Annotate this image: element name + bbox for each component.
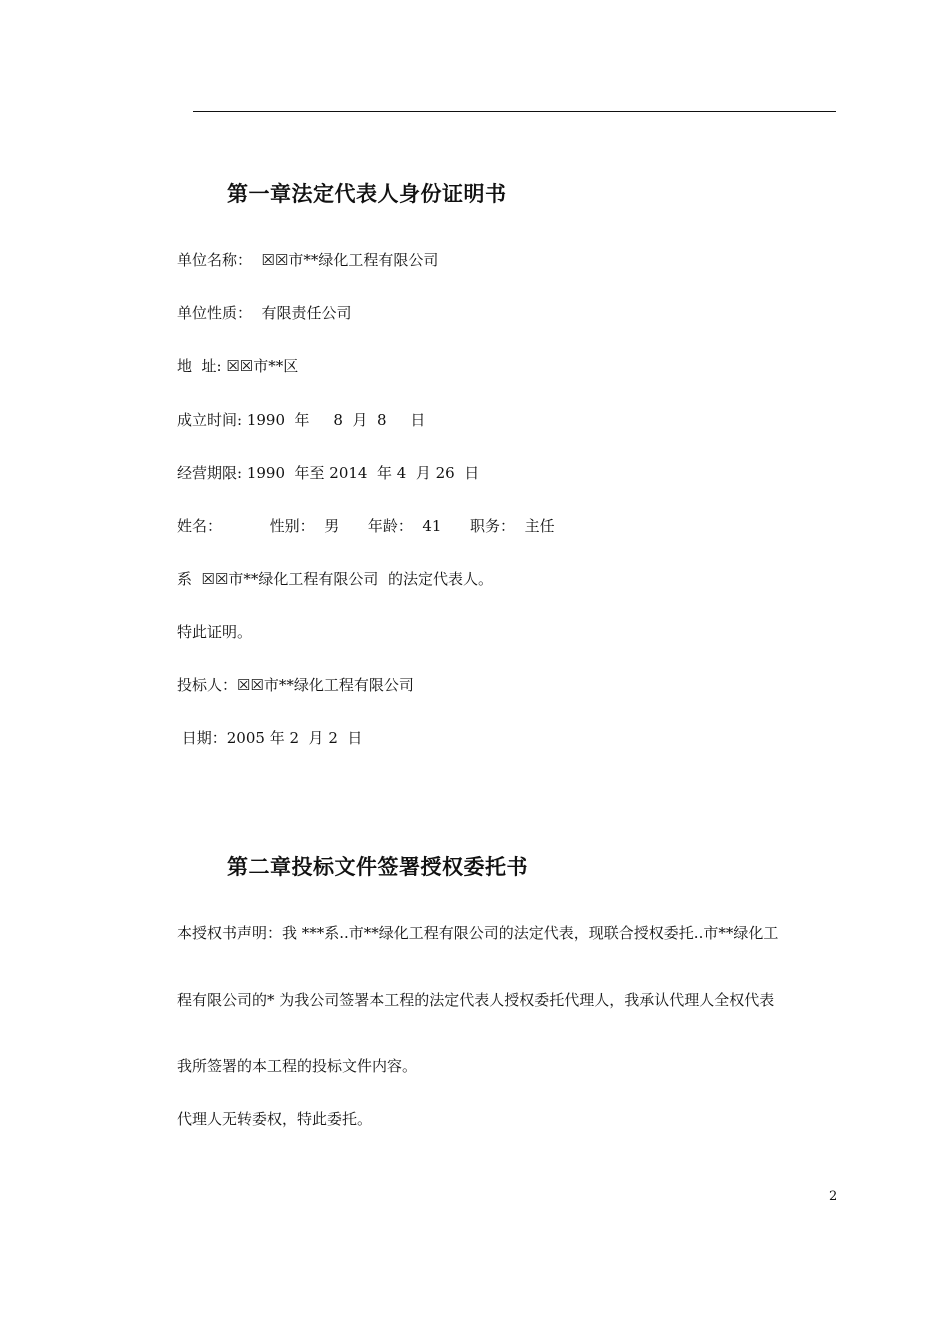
header-rule [193,111,836,112]
authorization-line-3: 我所签署的本工程的投标文件内容。 [177,1057,418,1075]
business-term-line: 经营期限: 1990 年至 2014 年 4 月 26 日 [177,464,480,482]
legal-rep-line: 系 ☒☒市**绿化工程有限公司 的法定代表人。 [177,570,493,588]
page-number: 2 [829,1189,838,1204]
chapter2-title: 第二章投标文件签署授权委托书 [227,855,528,879]
founded-line: 成立时间: 1990 年 8 月 8 日 [177,411,426,429]
chapter1-title: 第一章法定代表人身份证明书 [227,182,507,206]
authorization-line-1: 本授权书声明：我 ***系..市**绿化工程有限公司的法定代表，现联合授权委托..市**绿化工 [177,924,779,942]
authorization-line-2: 程有限公司的* 为我公司签署本工程的法定代表人授权委托代理人，我承认代理人全权代表 [177,991,775,1009]
certification-line: 特此证明。 [177,623,253,641]
date-line: 日期：2005 年 2 月 2 日 [177,729,363,747]
person-info-line: 姓名： 性别： 男 年龄： 41 职务： 主任 [177,517,555,535]
address-line: 地 址: ☒☒市**区 [177,357,299,375]
authorization-line-4: 代理人无转委权，特此委托。 [177,1110,373,1128]
unit-nature-line: 单位性质： 有限责任公司 [177,304,352,322]
bidder-line: 投标人：☒☒市**绿化工程有限公司 [177,676,414,694]
unit-name-line: 单位名称： ☒☒市**绿化工程有限公司 [177,251,439,269]
